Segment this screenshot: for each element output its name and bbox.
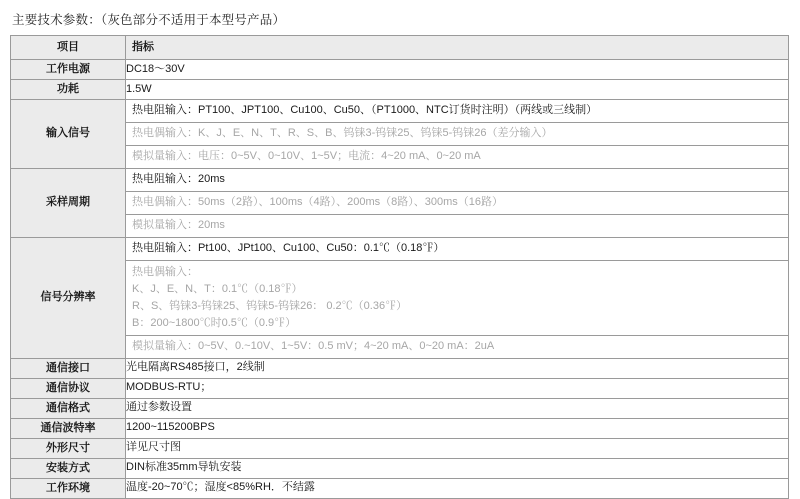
row-value: 通过参数设置 <box>126 398 789 418</box>
row-subvalue: 热电阻输入：PT100、JPT100、Cu100、Cu50、（PT1000、NTC订货时注明）（两线或三线制） <box>132 104 598 116</box>
table-row <box>11 100 789 169</box>
page-title: 主要技术参数：（灰色部分不适用于本型号产品） <box>12 13 286 27</box>
table-row <box>11 168 789 237</box>
row-value-group <box>126 237 789 358</box>
table-row <box>11 398 789 418</box>
table-row <box>11 438 789 458</box>
table-row <box>11 378 789 398</box>
table-header-row <box>11 36 789 60</box>
row-label: 工作环境 <box>11 478 126 498</box>
row-subvalue: 热电偶输入：K、J、E、N、T、R、S、B、钨铼3-钨铼25、钨铼5-钨铼26（差分输入） <box>126 122 788 145</box>
row-subvalue-line: R、S、钨铼3-钨铼25、钨铼5-钨铼26： 0.2℃（0.36℉） <box>132 299 408 312</box>
row-label: 通信格式 <box>11 398 126 418</box>
row-value: 光电隔离RS485接口，2线制 <box>126 358 789 378</box>
row-label: 功耗 <box>11 80 126 100</box>
row-subvalue-line: 热电偶输入： <box>132 265 198 278</box>
row-label: 输入信号 <box>11 100 126 169</box>
row-value-group <box>126 100 789 169</box>
table-row <box>11 80 789 100</box>
table-row <box>11 60 789 80</box>
table-row <box>11 418 789 438</box>
row-value: DC18～30V <box>126 60 789 80</box>
row-value: 温度-20~70℃；湿度<85%RH．不结露 <box>126 478 789 498</box>
row-subvalue-multiline <box>126 260 788 335</box>
row-value: 详见尺寸图 <box>126 438 789 458</box>
row-label: 通信接口 <box>11 358 126 378</box>
row-subvalue: 热电阻输入：Pt100、JPt100、Cu100、Cu50：0.1℃（0.18℉） <box>132 241 445 254</box>
row-subvalue-line: K、J、E、N、T：0.1℃（0.18℉） <box>132 282 303 295</box>
row-subvalue-line: B：200~1800℃时0.5℃（0.9℉） <box>132 316 297 329</box>
row-label: 通信协议 <box>11 378 126 398</box>
row-label: 外形尺寸 <box>11 438 126 458</box>
row-value: DIN标准35mm导轨安装 <box>126 458 789 478</box>
row-subvalue: 模拟量输入：电压：0~5V、0~10V、1~5V；电流：4~20 mA、0~20 mA <box>126 145 788 168</box>
table-row <box>11 358 789 378</box>
row-label: 工作电源 <box>11 60 126 80</box>
row-value: 1.5W <box>126 80 789 100</box>
row-label: 安装方式 <box>11 458 126 478</box>
row-subvalue: 热电阻输入：20ms <box>132 172 225 185</box>
row-subvalue: 热电偶输入：50ms（2路）、100ms（4路）、200ms（8路）、300ms（16路） <box>126 191 788 214</box>
row-value: 1200~115200BPS <box>126 418 789 438</box>
column-header-item: 项目 <box>11 36 126 60</box>
row-subvalue: 模拟量输入：20ms <box>126 214 788 237</box>
row-label: 采样周期 <box>11 168 126 237</box>
table-row <box>11 478 789 498</box>
row-label: 信号分辨率 <box>11 237 126 358</box>
table-row <box>11 237 789 358</box>
spec-table-body <box>11 36 789 499</box>
row-subvalue: 模拟量输入：0~5V、0.~10V、1~5V：0.5 mV；4~20 mA、0~20 mA：2uA <box>126 335 788 358</box>
spec-table <box>10 35 789 499</box>
column-header-index: 指标 <box>126 36 789 60</box>
row-value-group <box>126 168 789 237</box>
table-row <box>11 458 789 478</box>
row-value: MODBUS-RTU； <box>126 378 789 398</box>
row-label: 通信波特率 <box>11 418 126 438</box>
